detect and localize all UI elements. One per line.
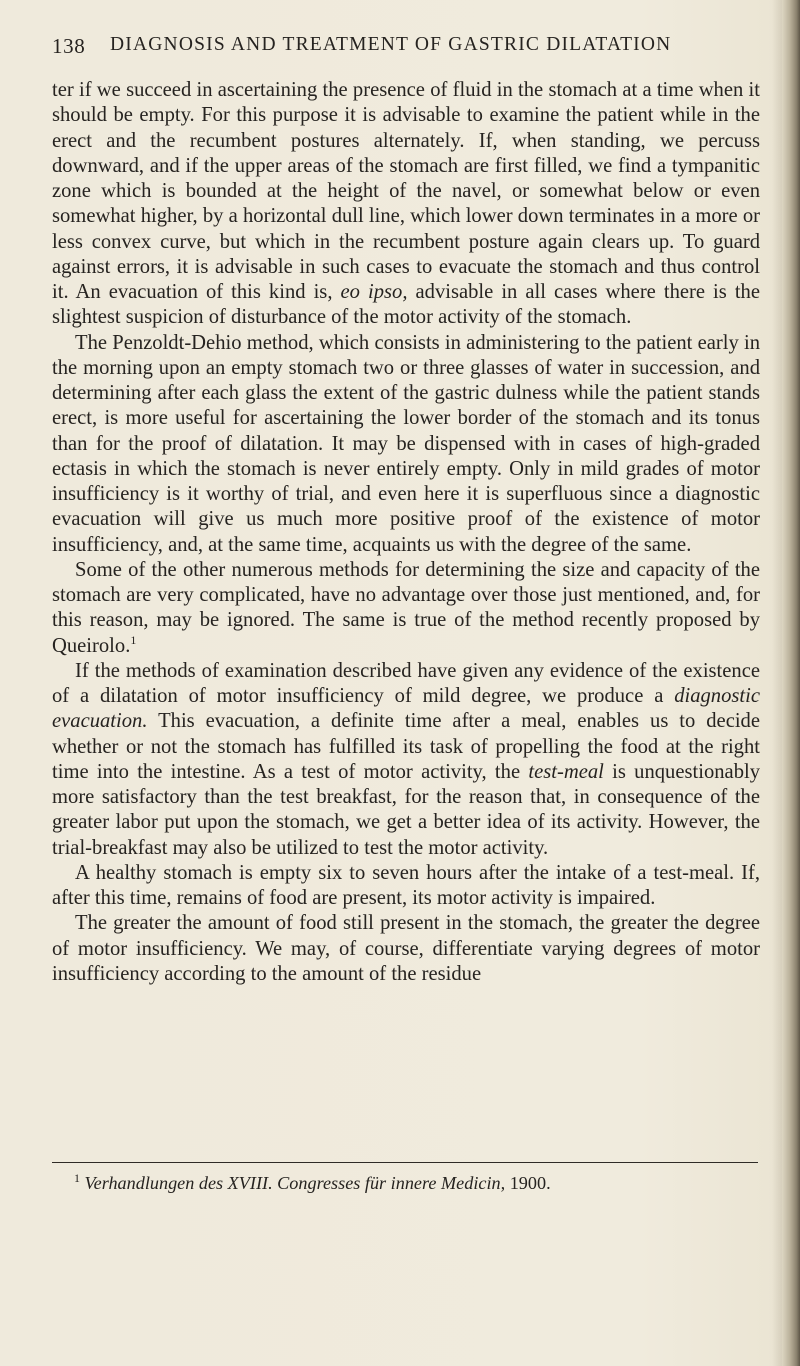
footnote-reference: 1: [130, 632, 137, 647]
text-run: The Penzoldt-Dehio method, which consists in administering to the patient early in the morning upon an empty stomach two or three glasses of water in succession, and determining after each glass the extent of the gastric dulness while the patient stands erect, is more useful for ascertaining the lower border of the stomach and its tonus than for the proof of dilatation. It may be dispensed with in cases of high-graded ectasis in which the stomach is never entirely empty. Only in mild grades of motor insufficiency is it worthy of trial, and even here it is superfluous since a diagnostic evacuation will give us much more positive proof of the existence of motor insufficiency, and, at the same time, acquaints us with the degree of the same.: [52, 331, 760, 556]
text-run: This evacuation, a definite time after a meal, enables us to decide whether or not the stomach has fulfilled its task of propelling the food at the right time into the intestine. As a test of motor activity, the: [52, 710, 760, 783]
text-run: is unquestionably more satisfactory than the test breakfast, for the reason that, in consequence of the greater labor put upon the stomach, we get a better idea of its activity. However, the trial-breakfast may also be utilized to test the motor activity.: [52, 760, 761, 859]
text-run: If the methods of examination described have given any evidence of the existence of a dilatation of motor insufficiency of mild degree, we produce a: [52, 659, 760, 707]
text-run: A healthy stomach is empty six to seven hours after the intake of a test-meal. If, after this time, remains of food are present, its motor activity is impaired.: [52, 861, 760, 909]
footnote-citation: Verhandlungen des XVIII. Congresses für innere Medicin,: [84, 1173, 506, 1193]
paragraph: [52, 331, 760, 558]
text-run: ter if we succeed in ascertaining the presence of fluid in the stomach at a time when it should be empty. For this purpose it is advisable to examine the patient while in the erect and the recumbent postures alternately. If, when standing, we percuss downward, and if the upper areas of the stomach are first filled, we find a tympanitic zone which is bounded at the height of the navel, or somewhat below or even somewhat higher, by a horizontal dull line, which lower down terminates in a more or less convex curve, but which in the recumbent posture again clears up. To guard against errors, it is advisable in such cases to evacuate the stomach and thus control it. An evacuation of this kind is,: [52, 79, 760, 303]
footnote: [74, 1172, 754, 1194]
text-run: Some of the other numerous methods for determining the size and capacity of the stomach are very complicated, have no advantage over those just mentioned, and, for this reason, may be ignored. The same is true of the method recently proposed by Queirolo.: [52, 558, 760, 657]
running-title: DIAGNOSIS AND TREATMENT OF GASTRIC DILATATION: [110, 34, 672, 55]
latin-phrase: eo ipso,: [340, 281, 408, 303]
footnote-year: 1900.: [505, 1173, 551, 1193]
paragraph: [52, 911, 760, 987]
paragraph: [52, 861, 760, 912]
page-edge-shadow: [772, 0, 782, 1366]
text-run: The greater the amount of food still present in the stomach, the greater the degree of motor insufficiency. We may, of course, differentiate varying degrees of motor insufficiency according to the amount of the residue: [52, 912, 760, 985]
footnote-divider: [52, 1162, 758, 1163]
emphasis: test-meal: [528, 760, 604, 783]
footnote-marker: 1: [74, 1170, 80, 1185]
running-head: [52, 34, 742, 64]
paragraph: [52, 78, 760, 331]
text-run: advisable in all cases where there is the slightest suspicion of disturbance of the motor activity of the stomach.: [52, 281, 760, 329]
paragraph: [52, 558, 760, 659]
emphasis: diagnostic evacuation.: [52, 685, 760, 733]
page-edge: [782, 0, 800, 1366]
paragraph: [52, 659, 760, 861]
body-text: [52, 78, 760, 987]
page-number: 138: [52, 34, 86, 58]
